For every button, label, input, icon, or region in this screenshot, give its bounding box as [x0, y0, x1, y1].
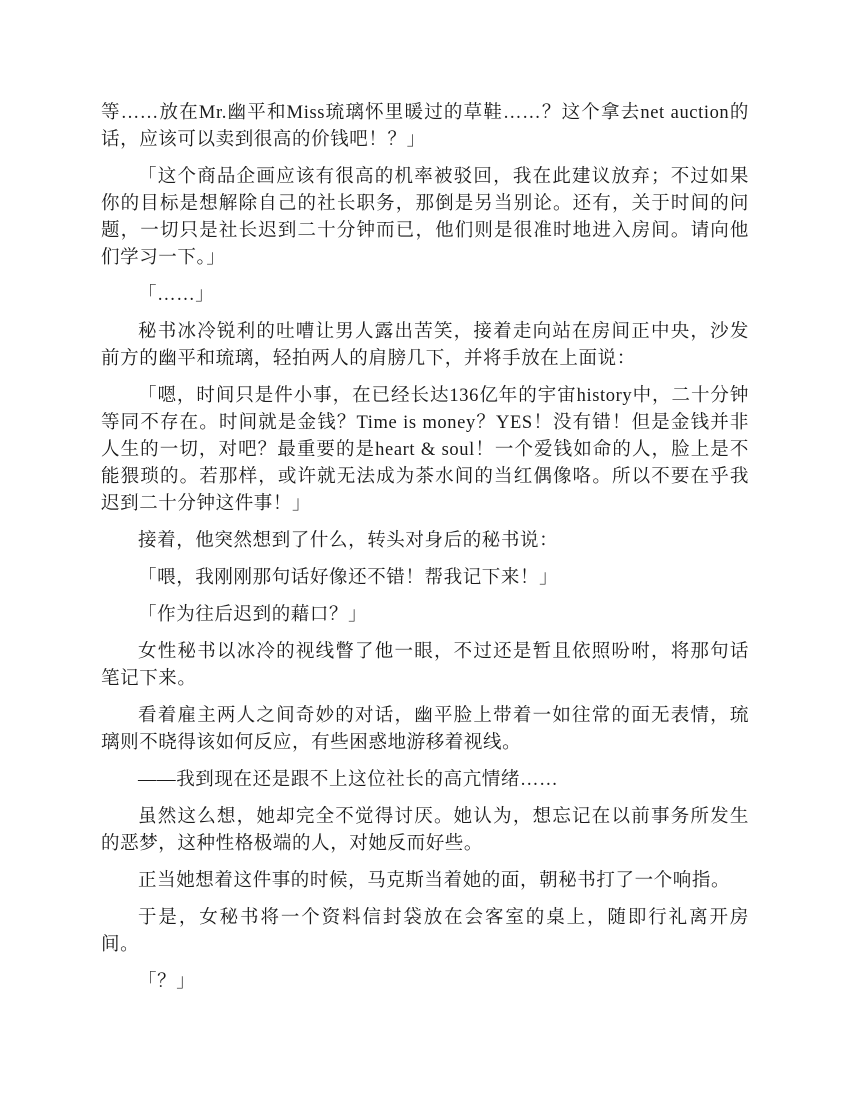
paragraph: 接着，他突然想到了什么，转头对身后的秘书说： [138, 531, 559, 551]
paragraph: 「……」 [138, 285, 215, 305]
paragraph: 正当她想着这件事的时候，马克斯当着她的面，朝秘书打了一个响指。 [138, 871, 731, 891]
paragraph: 看着雇主两人之间奇妙的对话，幽平脸上带着一如往常的面无表情，琉璃则不晓得该如何反应，有些困惑地游移着视线。 [101, 706, 749, 753]
paragraph: 于是，女秘书将一个资料信封袋放在会客室的桌上，随即行礼离开房间。 [101, 908, 749, 955]
paragraph: ——我到现在还是跟不上这位社长的高亢情绪…… [138, 770, 559, 790]
paragraph: 「这个商品企画应该有很高的机率被驳回，我在此建议放弃；不过如果你的目标是想解除自己的社长职务，那倒是另当别论。还有，关于时间的问题，一切只是社长迟到二十分钟而已，他们则是很准时地进入房间。请向他们学习一下。」 [101, 167, 749, 268]
paragraph: 等……放在Mr.幽平和Miss琉璃怀里暖过的草鞋……？这个拿去net auction的话，应该可以卖到很高的价钱吧！？」 [101, 103, 749, 150]
paragraph: 秘书冰冷锐利的吐嘈让男人露出苦笑，接着走向站在房间正中央，沙发前方的幽平和琉璃，轻拍两人的肩膀几下，并将手放在上面说： [101, 322, 749, 369]
paragraph: 「嗯，时间只是件小事，在已经长达136亿年的宇宙history中，二十分钟等同不存在。时间就是金钱？Time is money？YES！没有错！但是金钱并非人生的一切，对吧？最重要的是heart & soul！一个爱钱如命的人，脸上是不能猥琐的。若那样，或许就无法成为茶水间的当红偶像咯。所以不要在乎我迟到二十分钟这件事！」 [101, 386, 749, 514]
paragraph: 「喂，我刚刚那句话好像还不错！帮我记下来！」 [138, 568, 559, 588]
paragraph: 女性秘书以冰冷的视线瞥了他一眼，不过还是暂且依照吩咐，将那句话笔记下来。 [101, 642, 749, 689]
paragraph: 「作为往后迟到的藉口？」 [138, 605, 368, 625]
document-body [101, 100, 749, 1006]
paragraph: 虽然这么想，她却完全不觉得讨厌。她认为，想忘记在以前事务所发生的恶梦，这种性格极端的人，对她反而好些。 [101, 807, 749, 854]
paragraph: 「？」 [138, 972, 196, 992]
